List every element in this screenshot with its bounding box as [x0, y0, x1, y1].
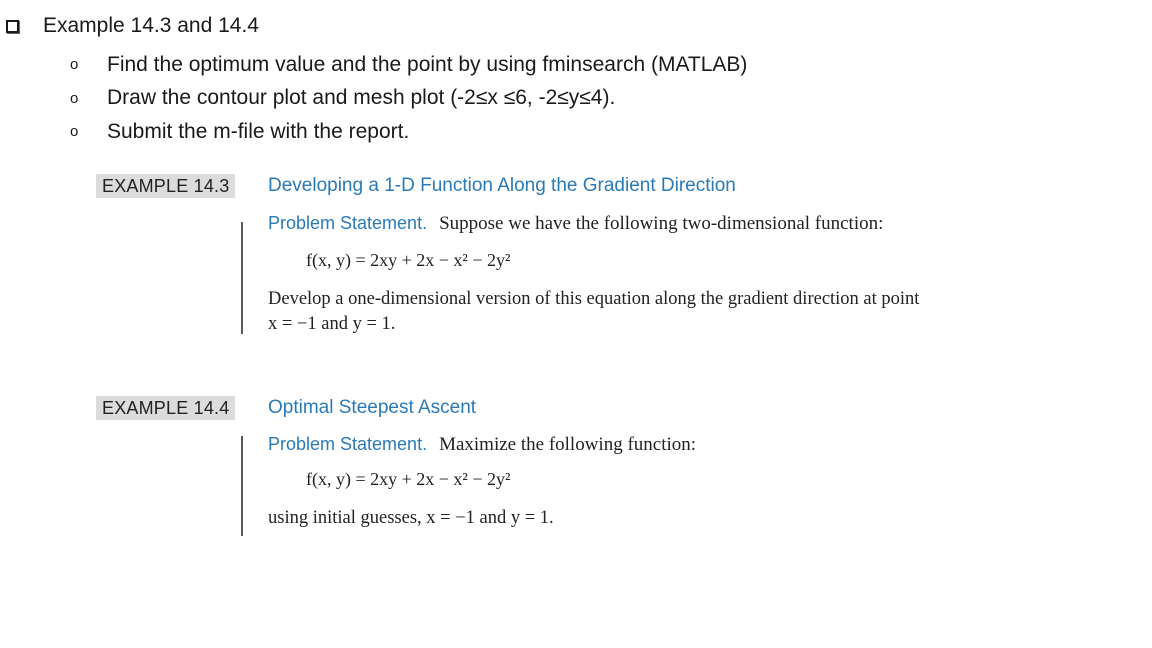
task-text: Draw the contour plot and mesh plot (-2≤x ≤6, -2≤y≤4).	[107, 86, 616, 110]
body-line: x = −1 and y = 1.	[268, 314, 396, 334]
problem-statement	[268, 434, 696, 456]
problem-statement	[268, 213, 883, 235]
heading-text: Example 14.3 and 14.4	[43, 14, 259, 37]
problem-statement-text: Suppose we have the following two-dimensional function:	[439, 213, 884, 234]
circle-bullet-icon: o	[70, 123, 79, 141]
example-side-bar	[241, 436, 243, 536]
example-title: Optimal Steepest Ascent	[268, 397, 477, 418]
circle-bullet-icon: o	[70, 89, 79, 107]
checkbox-bullet-icon	[6, 20, 19, 33]
task-text: Submit the m-file with the report.	[107, 119, 410, 143]
task-list	[70, 48, 747, 149]
problem-statement-text: Maximize the following function:	[439, 434, 697, 455]
example-title: Developing a 1-D Function Along the Gradient Direction	[268, 175, 736, 196]
example-label: EXAMPLE 14.4	[96, 396, 235, 420]
problem-statement-label: Problem Statement.	[268, 213, 428, 233]
problem-statement-label: Problem Statement.	[268, 434, 428, 454]
task-item	[70, 82, 747, 116]
function-equation: f(x, y) = 2xy + 2x − x² − 2y²	[306, 250, 511, 270]
main-heading	[6, 14, 259, 38]
example-label: EXAMPLE 14.3	[96, 174, 235, 198]
function-equation: f(x, y) = 2xy + 2x − x² − 2y²	[306, 469, 511, 489]
task-item	[70, 115, 747, 149]
task-item	[70, 48, 747, 82]
circle-bullet-icon: o	[70, 56, 79, 74]
example-14-4	[96, 396, 1056, 546]
body-line: Develop a one-dimensional version of this equation along the gradient direction at point	[268, 289, 920, 309]
example-14-3	[96, 174, 1056, 344]
body-line: using initial guesses, x = −1 and y = 1.	[268, 508, 554, 528]
example-body	[268, 287, 919, 337]
example-side-bar	[241, 222, 243, 334]
example-body	[268, 506, 554, 531]
task-text: Find the optimum value and the point by using fminsearch (MATLAB)	[107, 52, 748, 76]
